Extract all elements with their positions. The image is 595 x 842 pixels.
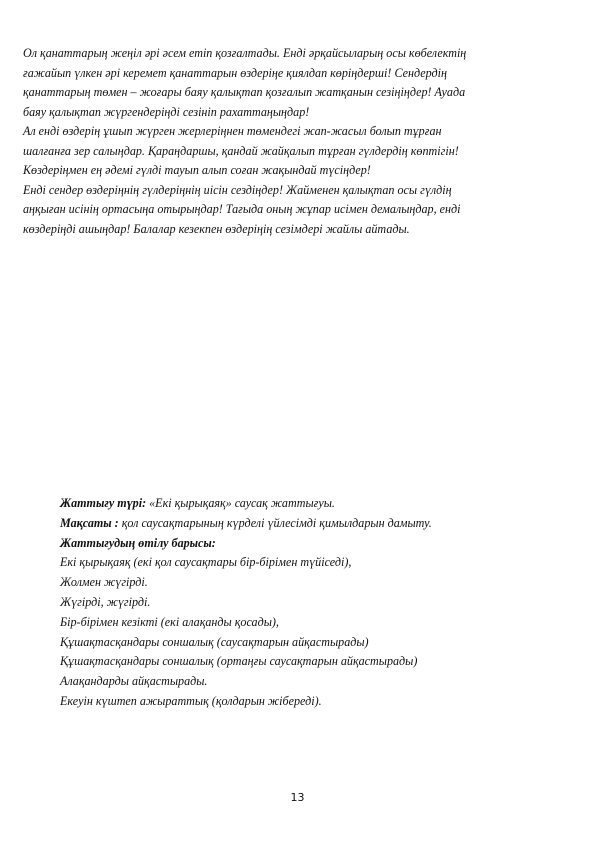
text-line: қанаттарың төмен – жоғары баяу қалықтап қозғалып жатқанын сезіңіңдер! Ауада bbox=[23, 85, 466, 99]
exercise-step: Жолмен жүгірді. bbox=[60, 575, 148, 590]
exercise-type-line bbox=[60, 494, 560, 514]
exercise-goal-value: қол саусақтарының күрделі үйлесімді қимылдарын дамыту. bbox=[118, 515, 432, 530]
text-line: аңқыған исінің ортасыңа отырыңдар! Тағыда оның жұпар исімен демалыңдар, енді bbox=[23, 202, 461, 216]
text-line: шалғанға зер салыңдар. Қараңдаршы, қандай жайқалып тұрған гүлдердің көптігін! bbox=[23, 143, 459, 158]
exercise-step: Екеуін күштеп ажыраттық (қолдарын жібереді). bbox=[60, 693, 322, 708]
exercise-step: Құшақтасқандары соншалық (ортаңғы саусақтарын айқастырады) bbox=[60, 654, 418, 669]
finger-exercise-section bbox=[60, 494, 560, 712]
text-line: ғажайып үлкен әрі керемет қанаттарын өздеріңе қиялдап көріңдерші! Сендердің bbox=[23, 65, 447, 80]
exercise-step: Бір-бірімен кезікті (екі алақанды қосады), bbox=[60, 614, 279, 629]
exercise-step: Құшақтасқандары соншалық (саусақтарын айқастырады) bbox=[60, 634, 369, 649]
exercise-type-value: «Екі қырықаяқ» саусақ жаттығуы. bbox=[146, 496, 335, 510]
text-line: Енді сендер өздеріңнің гүлдеріңнің иісін сездіңдер! Жайменен қалықтап осы гүлдің bbox=[23, 182, 452, 197]
exercise-step: Жүгірді, жүгірді. bbox=[60, 594, 151, 609]
exercise-process-heading: Жаттығудың өтілу барысы: bbox=[60, 535, 216, 550]
text-line: көздеріңді ашыңдар! Балалар кезекпен өздеріңің сезімдері жайлы айтады. bbox=[23, 221, 410, 236]
exercise-step: Алақандарды айқастырады. bbox=[60, 674, 208, 689]
text-line: Көздеріңмен ең әдемі гүлді тауып алып соған жақындай түсіңдер! bbox=[23, 163, 371, 177]
exercise-type-label: Жаттығу түрі: bbox=[60, 496, 147, 510]
page-number: 13 bbox=[290, 791, 305, 804]
intro-paragraph bbox=[23, 44, 578, 239]
exercise-goal-label: Мақсаты : bbox=[60, 515, 119, 530]
exercise-step: Екі қырықаяқ (екі қол саусақтары бір-бірімен түйіседі), bbox=[60, 555, 352, 570]
exercise-goal-line bbox=[60, 514, 560, 534]
text-line: баяу қалықтап жүргендеріңді сезініп рахаттаңыңдар! bbox=[23, 104, 310, 119]
text-line: Ол қанаттарың жеңіл әрі әсем етіп қозғалтады. Енді әрқайсыларың осы көбелектің bbox=[23, 46, 467, 60]
text-line: Ал енді өздерің ұшып жүрген жерлеріңнен төмендегі жап-жасыл болып тұрған bbox=[23, 124, 442, 138]
